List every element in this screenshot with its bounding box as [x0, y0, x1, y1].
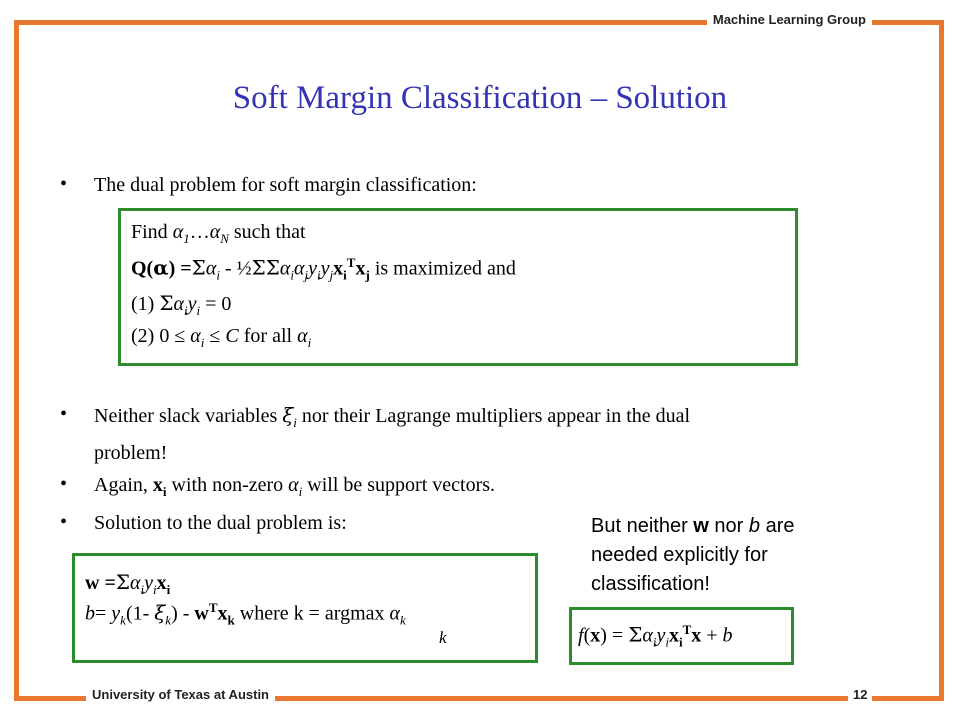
decision-function-box: [569, 607, 794, 665]
bullet-marker: •: [60, 173, 68, 195]
find-line: Find $\alpha_1\dots\alpha_N$ such that: [131, 221, 306, 246]
slide-title: Soft Margin Classification – Solution: [232, 80, 728, 116]
constraint-2: (2) $0 \le \alpha_i \le C$ for all $\alpha_i$: [131, 325, 312, 350]
bullet-marker: •: [60, 511, 68, 533]
argmax-subscript: k: [439, 628, 447, 647]
bullet-slack-variables: Neither slack variables $\xi_i$ nor their Lagrange multipliers appear in the dual problem!: [94, 403, 691, 464]
footer-institution: University of Texas at Austin: [86, 687, 275, 702]
bullet-marker: •: [60, 473, 68, 495]
b-equation: $b= y_k(1-$ $\xi_k) - w^Tx_k$ where k = argmax $\alpha_k$: [85, 600, 406, 628]
bullet-dual-problem: The dual problem for soft margin classification:: [94, 174, 477, 196]
frame-right: [939, 20, 944, 701]
constraint-1: (1) $\Sigma\alpha_iy_i = 0$: [131, 291, 232, 318]
dual-problem-box: [118, 208, 798, 366]
explicit-note: But neither w nor b are needed explicitly for classification!: [591, 515, 795, 595]
f-equation: $f(x) = \Sigma\alpha_iy_ix_i^Tx + b$: [578, 622, 733, 650]
page-number: 12: [848, 687, 872, 702]
header-group-label: Machine Learning Group: [707, 12, 872, 27]
w-equation: $w =\Sigma\alpha_iy_ix_i$: [85, 570, 171, 597]
objective-line: $Q(\alpha) =\Sigma\alpha_i$ - $\frac{1}{2}\Sigma\Sigma\alpha_i\alpha_jy_iy_jx_i^Tx_j$ is maximized and: [131, 255, 516, 283]
frame-left: [14, 20, 19, 701]
bullet-marker: •: [60, 403, 68, 425]
solution-box: [72, 553, 538, 663]
bullet-solution: Solution to the dual problem is:: [94, 512, 347, 534]
bullet-support-vectors: Again, $x_i$ with non-zero $\alpha_i$ will be support vectors.: [94, 474, 496, 499]
